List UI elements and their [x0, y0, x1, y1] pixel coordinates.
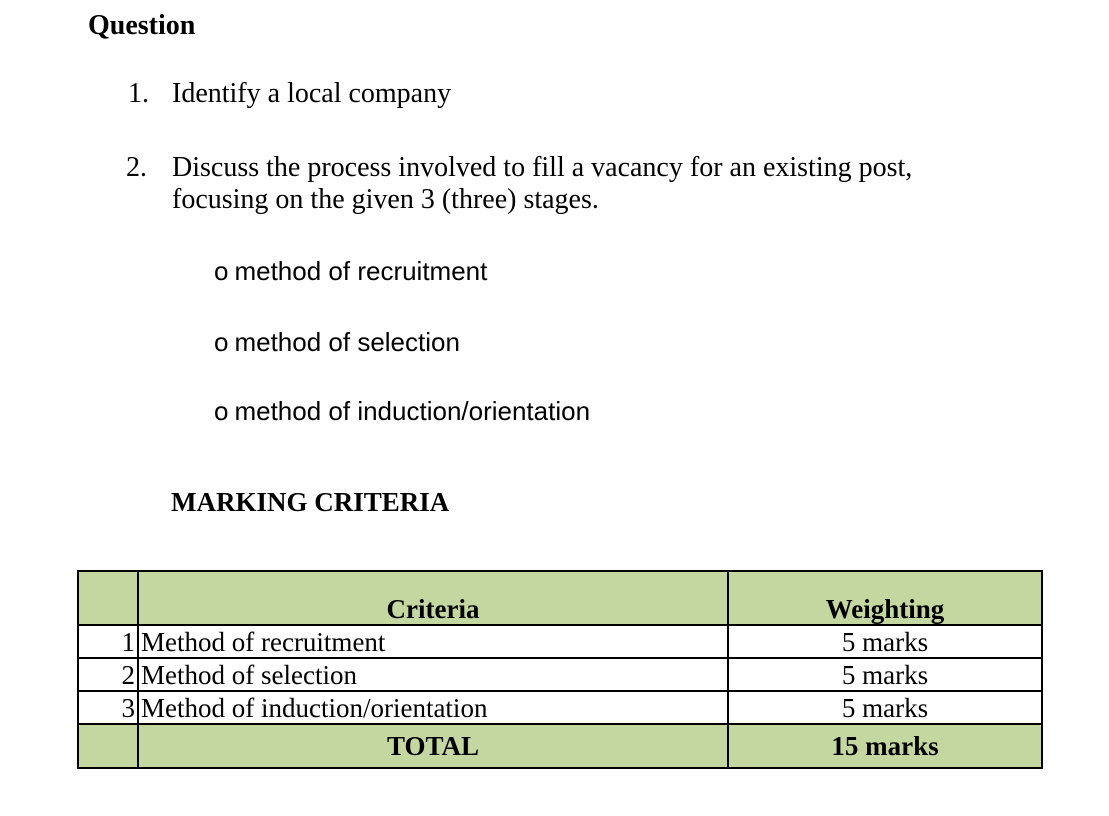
- header-weighting-cell: Weighting: [728, 571, 1042, 625]
- table-row: [78, 625, 1042, 658]
- question-heading: Question: [88, 10, 196, 41]
- row-criteria-cell: Method of recruitment: [138, 625, 728, 658]
- row-weighting-cell: 5 marks: [728, 658, 1042, 691]
- table-total-row: [78, 724, 1042, 768]
- row-weighting-cell: 5 marks: [728, 691, 1042, 724]
- row-criteria-cell: Method of induction/orientation: [138, 691, 728, 724]
- row-number-cell: 1: [78, 625, 138, 658]
- table-header-row: [78, 571, 1042, 625]
- total-number-cell: [78, 724, 138, 768]
- header-criteria-cell: Criteria: [138, 571, 728, 625]
- row-number-cell: 3: [78, 691, 138, 724]
- question-text: Identify a local company: [172, 78, 452, 109]
- question-text-line-1: Discuss the process involved to fill a vacancy for an existing post,: [172, 152, 913, 183]
- marking-criteria-table: [77, 570, 1043, 769]
- total-weighting-cell: 15 marks: [728, 724, 1042, 768]
- bullet-text: method of recruitment: [234, 256, 488, 286]
- total-label-cell: TOTAL: [138, 724, 728, 768]
- table-row: [78, 658, 1042, 691]
- table-row: [78, 691, 1042, 724]
- question-number: 1.: [128, 78, 149, 109]
- bullet-marker: o: [214, 327, 229, 357]
- row-weighting-cell: 5 marks: [728, 625, 1042, 658]
- bullet-item-recruitment: [214, 256, 487, 286]
- question-number: 2.: [126, 152, 147, 183]
- bullet-item-selection: [214, 327, 460, 357]
- marking-criteria-title: MARKING CRITERIA: [171, 487, 450, 517]
- bullet-marker: o: [214, 396, 229, 426]
- question-text-line-2: focusing on the given 3 (three) stages.: [172, 184, 599, 215]
- header-number-cell: [78, 571, 138, 625]
- row-number-cell: 2: [78, 658, 138, 691]
- bullet-marker: o: [214, 256, 229, 286]
- bullet-text: method of induction/orientation: [234, 396, 591, 426]
- row-criteria-cell: Method of selection: [138, 658, 728, 691]
- bullet-item-induction: [214, 396, 590, 426]
- bullet-text: method of selection: [234, 327, 460, 357]
